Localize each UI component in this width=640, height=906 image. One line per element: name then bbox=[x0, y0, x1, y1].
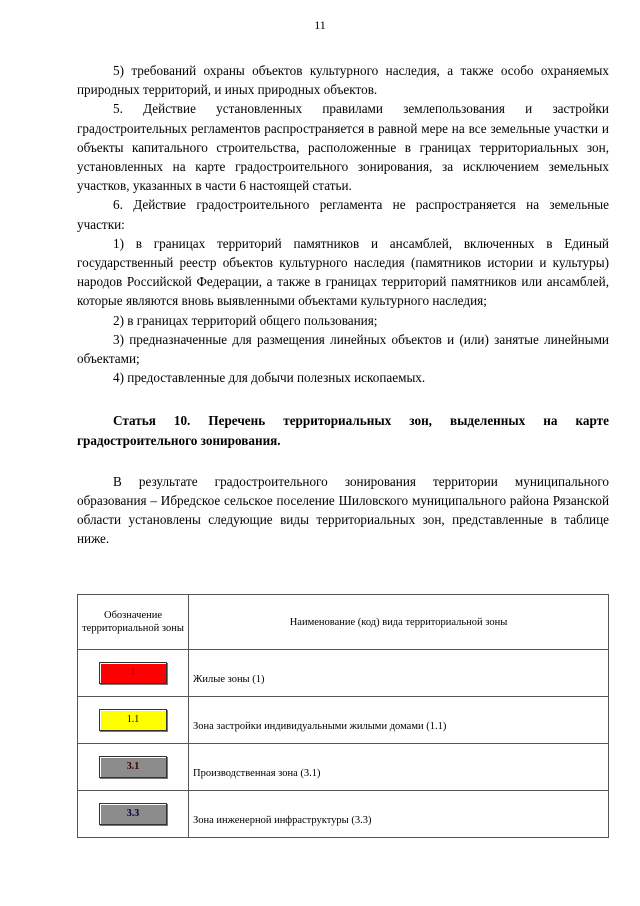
column-header-code: Обозначение территориальной зоны bbox=[78, 595, 189, 650]
paragraph: 5. Действие установленных правилами землепользования и застройки градостроительных регламентов распространяется в равной мере на все земельные участки и объекты капитального строительства, расположенные в границах территориальных зон, установленных на карте градостроительного зонирования, за исключением земельных участков, указанных в части 6 настоящей статьи. bbox=[77, 101, 609, 194]
paragraph: 4) предоставленные для добычи полезных ископаемых. bbox=[113, 370, 426, 386]
zone-name-cell: Производственная зона (3.1) bbox=[189, 744, 609, 791]
table-row bbox=[78, 650, 609, 697]
zone-code-cell bbox=[78, 650, 189, 697]
zone-code-cell bbox=[78, 791, 189, 838]
paragraph: 1) в границах территорий памятников и ансамблей, включенных в Единый государственный реестр объектов культурного наследия (памятников истории и культуры) народов Российской Федерации, а также в границах территорий памятников или ансамблей, которые являются вновь выявленными объектами культурного наследия; bbox=[77, 235, 609, 309]
zone-color-swatch: 3.3 bbox=[99, 803, 167, 825]
zones-table bbox=[77, 594, 609, 838]
zone-code-cell bbox=[78, 744, 189, 791]
table-row bbox=[78, 791, 609, 838]
zone-color-swatch: 1 bbox=[99, 662, 167, 684]
page-number: 11 bbox=[314, 18, 326, 32]
zone-code-cell bbox=[78, 697, 189, 744]
intro-paragraph: В результате градостроительного зонирования территории муниципального образования – Ибредское сельское поселение Шиловского муниципального района Рязанской области установлены следующие виды территориальных зон, представленные в таблице ниже. bbox=[77, 473, 609, 547]
zone-color-swatch: 3.1 bbox=[99, 756, 167, 778]
column-header-name: Наименование (код) вида территориальной зоны bbox=[189, 595, 609, 650]
paragraph: 2) в границах территорий общего пользования; bbox=[113, 312, 378, 328]
table-row bbox=[78, 697, 609, 744]
table-header-row bbox=[78, 595, 609, 650]
zone-name-cell: Жилые зоны (1) bbox=[189, 650, 609, 697]
paragraph: 3) предназначенные для размещения линейных объектов и (или) занятые линейными объектами; bbox=[77, 331, 609, 367]
zone-name-cell: Зона инженерной инфраструктуры (3.3) bbox=[189, 791, 609, 838]
article-heading: Статья 10. Перечень территориальных зон, выделенных на карте градостроительного зонирования. bbox=[77, 413, 609, 448]
table-row bbox=[78, 744, 609, 791]
zone-color-swatch: 1.1 bbox=[99, 709, 167, 731]
zone-name-cell: Зона застройки индивидуальными жилыми домами (1.1) bbox=[189, 697, 609, 744]
document-body bbox=[77, 61, 609, 549]
paragraph: 5) требований охраны объектов культурного наследия, а также особо охраняемых природных территорий, и иных природных объектов. bbox=[77, 63, 609, 98]
paragraph: 6. Действие градостроительного регламента не распространяется на земельные участки: bbox=[77, 197, 609, 232]
